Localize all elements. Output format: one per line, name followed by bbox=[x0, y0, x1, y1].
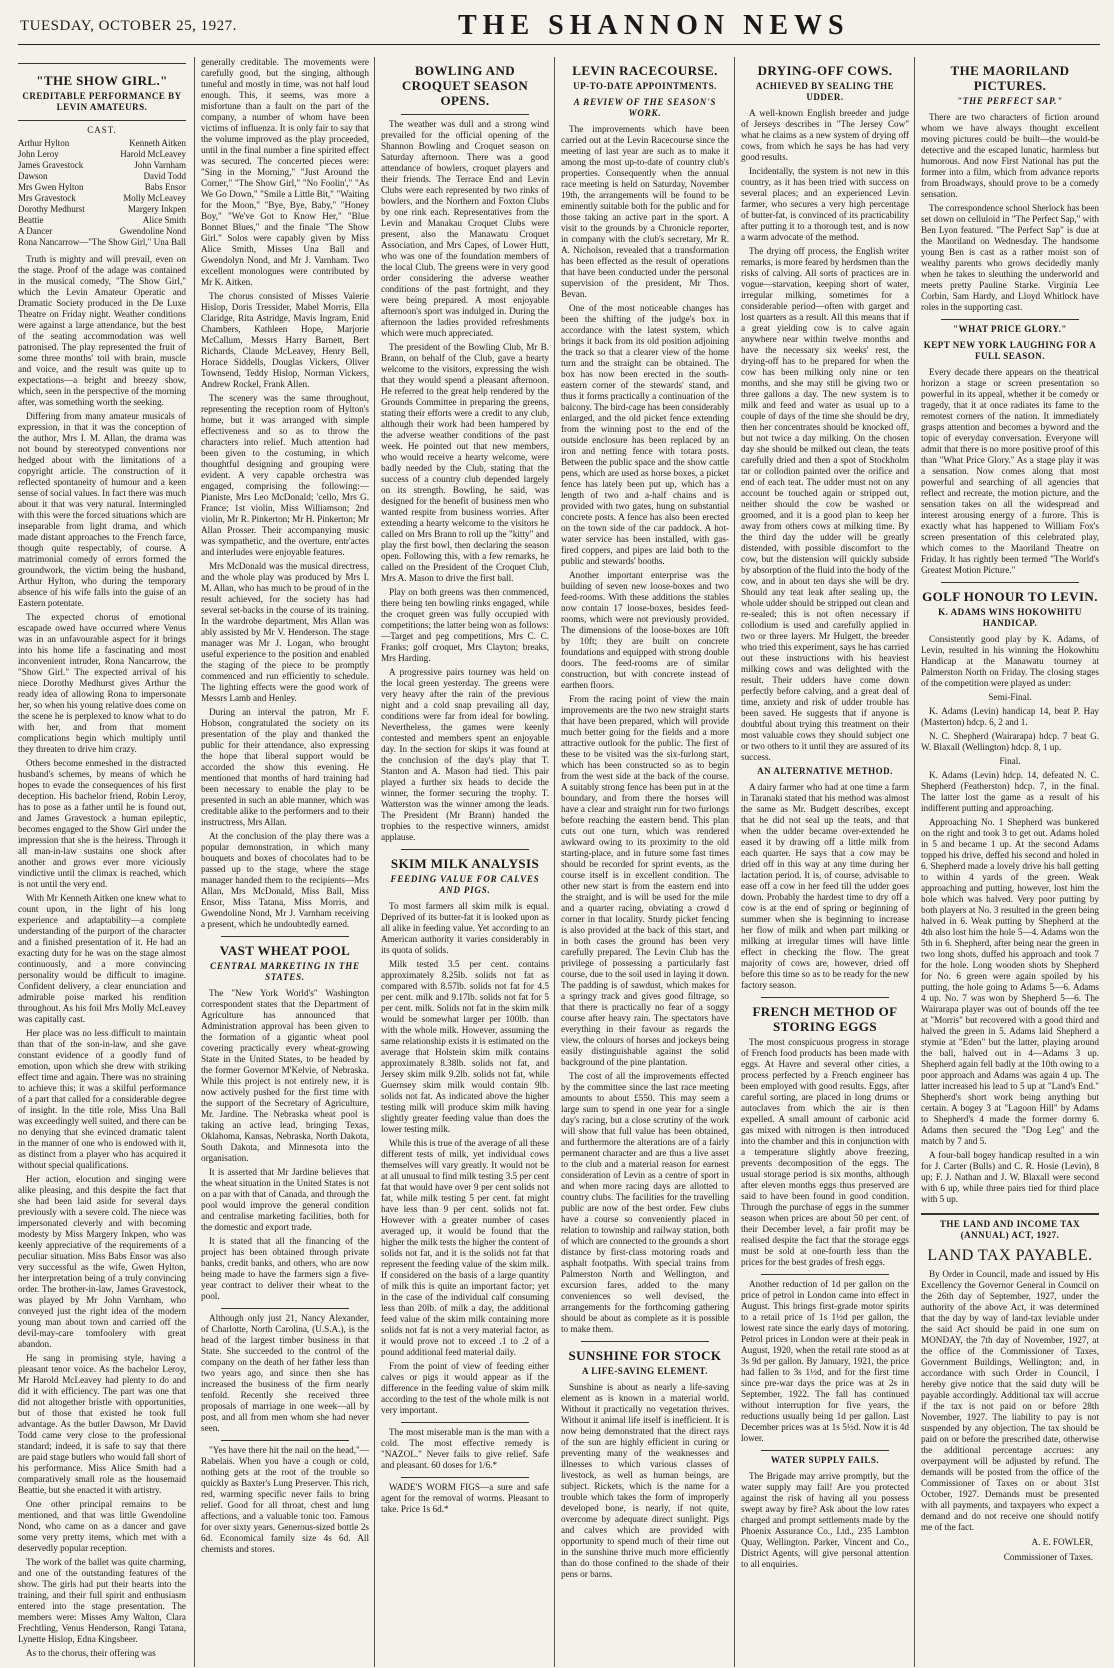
cast-actor: Una Ball bbox=[153, 237, 186, 247]
newspaper-title: THE SHANNON NEWS bbox=[458, 10, 850, 41]
cast-row bbox=[18, 226, 186, 237]
article-paragraph: The improvements which have been carried out at the Levin Racecourse since the meeting of last year are such as to make it among the most up-to-date of country club's properties. Consequently when the annual race meeting is held on Saturday, November 19th, the arrangements will be found to be eminently suitable both for the public and for those taking an active part in the sport. A visit to the grounds by a Chronicle reporter, in company with the club's secretary, Mr R. A. Nicholson, revealed that a transformation has been effected as the result of operations that have been conducted under the personal supervision of the president, Mr Thos. Bevan. bbox=[561, 124, 729, 299]
article-paragraph: The weather was dull and a strong wind prevailed for the official opening of the Shannon Bowling and Croquet season on Saturday afternoon. There was a good attendance of bowlers, croquet players and their friends. The Terrace End and Levin Clubs were each represented by two rinks of bowlers, and the Northern and Foxton Clubs by one rink each. Representatives from the Levin and Manakau Croquet Clubs were present, also the Manawatu Croquet Association, and Mrs Capes, of Lower Hutt, who was one of the foundation members of the local Club. The greens were in very good order considering the adverse weather conditions of the past fortnight, and they were being prepared. A most enjoyable afternoon's sport was indulged in. During the afternoon the ladies provided refreshments which were much appreciated. bbox=[381, 119, 549, 338]
article-paragraph: Milk tested 3.5 per cent. contains approximately 8.25lb. solids not fat as compared with 8.57lb. solids not fat for 4.5 per cent. milk and 9.17lb. solids not fat for 5 per cent. milk. Solids not fat in the skim milk would be somewhat larger per 100lb. than with the whole milk. However, assuming the same relationship exists it is estimated on the average that Holstein skim milk contains approximately 8.38lb. solids not fat, and Jersey skim milk 9.2lb. solids not fat, while Guernsey skim milk would contain 9lb. solids not fat. As indicated above the higher testing milk will produce skim milk having slightly greater feeding value than does the lower testing milk. bbox=[381, 959, 549, 1134]
golf-round-label: Final. bbox=[999, 756, 1021, 766]
cast-actor: John Varnham bbox=[134, 160, 186, 170]
article-paragraph: The most conspicuous progress in storage of French food products has been made with eggs. At Havre and several other cities, a process perfected by a French engineer has been employed with good results. Eggs, after careful sorting, are placed in long drums or autoclaves from which the air is then expelled. A small amount of carbonic acid gas mixed with nitrogen is then introduced into the chamber and this in conjunction with a temperature slightly above freezing, prevents decomposition of the eggs. The usual storage period is six months, although after eleven months eggs thus preserved are said to have been found in good condition. Through the purchase of eggs in the summer season when prices are about 50 per cent. of their December level, a fair profit may be realised despite the fact that the storage eggs must be sold at one-fourth less than the prices for the best grades of fresh eggs. bbox=[741, 1037, 909, 1267]
cast-actor: Kenneth Aitken bbox=[129, 138, 186, 148]
alternative-method-subhead: AN ALTERNATIVE METHOD. bbox=[757, 766, 893, 776]
article-paragraph: The president of the Bowling Club, Mr B. Brann, on behalf of the Club, gave a hearty welcome to the visitors, expressing the wish that they would spend a pleasant afternoon. He referred to the great help rendered by the Grounds Committee in preparing the greens, stating their efforts were a credit to any club, although their work had been hampered by the adverse weather conditions of the past week. He pointed out that new members, who would receive a hearty welcome, were badly needed by the Club, stating that the success of a country club depended largely on its strength. Bowling, he said, was designed for the benefit of business men who wanted respite from business worries. After extending a hearty welcome to the visitors he called on Mrs Brann to roll up the "kitty" and play the first bowl, then declaring the season open. Following this, with a few remarks, he called on the President of the Croquet Club, Mrs A. Mason to drive the first ball. bbox=[381, 342, 549, 583]
divider bbox=[221, 1308, 349, 1309]
article-paragraph: The drying off process, the English writer remarks, is more feared by herdsmen than the risks of calving. All sorts of practices are in vogue—starvation, keeping short of water, irregular milking, sometimes for a considerable period—often with garget and lost quarters as a result. All this means that if a great yielding cow is to calve again anywhere near within twelve months and have the necessary six weeks' rest, the drying-off has to be prepared for when the cow has been milking only nine or ten months, and she may still be giving two or three gallons a day. The new system is to milk and feed and water as usual up to a couple of days of the time she should be dry, then her concentrates should be knocked off, but not twice a day milking. On the chosen day she should be milked out clean, the teats carefully dried and then a spot of Stockholm tar or collodion painted over the orifice and end of each teat. The udder must not on any account be touched again or stripped out, neither should the cow be washed or groomed, and it is a good plan to keep her away from others cows at milking time. By the third day the udder will be greatly distended, with possible discomfort to the cow, but the distension will quickly subside by absorption of the fluid into the body of the cow, and in about ten days she will be dry. Should any teat leak after sealing up, the whole udder should be stripped out clean and re-sealed; this is not often necessary if collodium is used and carefully applied in two or three layers. Mr Hulgett, the breeder who tried this experiment, says he has carried out these instructions with his heaviest milking cows and was delighted with the result. Their udders have come down perfectly before calving, and a great deal of time, anxiety and risk of udder trouble has been saved. He suggests that if anyone is doubtful about trying this treatment on their most valuable cows they should subject one or two others to it until they are assured of its success. bbox=[741, 246, 909, 762]
article-paragraph: Approaching No. 1 Shepherd was bunkered on the right and took 3 to get out. Adams holed in 5 and became 1 up. At the second Adams topped his drive, deffed his second and holed in 6. Shepherd made a lovely drive his ball getting to within 4 yards of the green. Weak approaching and putting, however, lost him the hole which was halved. Very poor putting by both players at No. 3 resulted in the green being halved in 6. Weak putting by Shepherd at the 4th also lost him the hole 5—4. Adams won the 5th in 6. Shepherd, after being near the green in two long shots, duffed his approach and took 7 for the hole. Long wooden shots by Shepherd for No. 6 green were again spoiled by his putting, the hole going to Adams 5—6. Adams 4 up. No. 7 was won by Shepherd 5—6. The Wairarapa player was out of bounds off the tee at "Morris" but recovered with a good third and halved the green in 5. Adams laid Shepherd a stymie at "Eden" but the latter, playing around the ball, halved out in 4—Adams 3 up. Shepherd again fell badly at the 10th owing to a poor approach and Adams was again 4 up. The latter increased his lead to 5 up at "Land's End." Shepherd's short work being anything but certain. A bogey 3 at "Lagoon Hill" by Adams to Shepherd's 4 made the former dormy 6. Adams then secured the "Dog Leg" and the match by 7 and 5. bbox=[921, 817, 1099, 1146]
article-paragraph: The expected chorus of emotional escapade owed have occurred where Venus was in an unfavourable aspect for it brings into his home life a fascinating and most inconvenient intruder, Rona Nancarrow, the "Show Girl." The expected arrival of his niece Dorothy Medhurst gives Arthur the ready idea of allowing Rona to impersonate her, so when his young relative does come on the scene he is perplexed to know what to do with her, and from that moment complications begin which multiply until they threaten to drive him crazy. bbox=[18, 612, 186, 754]
cast-row bbox=[18, 215, 186, 226]
golf-result: K. Adams (Levin) hdcp. 14, defeated N. C. Shepherd (Featherston) hdcp. 7, in the final. The latter lost the game as a result of his indifferent putting and approaching. bbox=[921, 770, 1099, 813]
cast-role: Mrs Gravestock bbox=[18, 193, 76, 203]
cast-actor: Harold McLeavey bbox=[120, 149, 186, 159]
maoriland-subhead: "THE PERFECT SAP." bbox=[957, 96, 1063, 106]
cast-role: Rona Nancarrow—"The Show Girl," bbox=[18, 237, 152, 247]
cast-label: CAST. bbox=[87, 125, 117, 135]
article-paragraph: A well-known English breeder and judge of Jerseys describes in "The Jersey Cow" what he claims as a new system of drying off cows, from which he says he has had very good results. bbox=[741, 108, 909, 162]
divider bbox=[941, 319, 1079, 320]
article-paragraph: The cost of all the improvements effected by the committee since the last race meeting amounts to about £550. This may seem a large sum to spend in one year for a single day's racing, but a close scrutiny of the work will show that full value has been obtained, and furthermore the alterations are of a fairly permanent character and are thus a live asset to the club and a material reason for earnest consideration of Levin as a centre of sport in and when more racing days are allotted to country clubs. The facilities for the travelling public are now of the best order. Few clubs have a course so conveniently placed in relation to township and railway station, both of which are connected to the grounds a short distance by first-class motoring roads and asphalt footpaths. With special trains from Palmerston North and Wellington, and excursion fares, added to the many conveniences so well devised, the arrangements for the forthcoming gathering should be about as complete as it is possible to make them. bbox=[561, 1071, 729, 1334]
divider bbox=[221, 1440, 349, 1441]
cast-row bbox=[18, 237, 186, 248]
column-2 bbox=[194, 57, 375, 1667]
article-paragraph: Another reduction of 1d per gallon on the price of petrol in London came into effect in August. This brings first-grade motor spirits to a retail price of 1s 1½d per gallon, the lowest rate since the early days of motoring. Petrol prices in London were at their peak in August, 1920, when the retail rate stood as at 3s 9d per gallon. By January, 1921, the price had fallen to 3s 1½d, and for the first time since pre-war days the price was at 2s in September, 1922. The fall has continued without interruption for five years, the reductions usually being 1d per gallon. Last December prices was at 1s 5½d. Now it is 4d lower. bbox=[741, 1279, 909, 1443]
article-paragraph: Truth is mighty and will prevail, even on the stage. Proof of the adage was contained in the musical comedy, "The Show Girl," which the Levin Amateur Operatic and Dramatic Society produced in the De Luxe Theatre on Friday night. Weather conditions were against a large attendance, but the best of the seating accommodation was well patronised. The play represented the fruit of some three months' toil with brain, muscle and voice, and the result was quite up to expectations—a bright and breezy show, which, seen in the perspective of the morning after, was something worth the seeking. bbox=[18, 254, 186, 407]
divider bbox=[761, 997, 889, 998]
issue-date: TUESDAY, OCTOBER 25, 1927. bbox=[20, 18, 237, 34]
cast-row bbox=[18, 171, 186, 182]
cast-role: Arthur Hylton bbox=[18, 138, 70, 148]
column-6 bbox=[914, 57, 1105, 1667]
article-paragraph: One other principal remains to be mentioned, and that was little Gwendoline Nond, who came on as a dancer and gave some very pretty items, which met with a deservedly popular reception. bbox=[18, 1499, 186, 1553]
land-tax-title: LAND TAX PAYABLE. bbox=[927, 1247, 1093, 1264]
columns bbox=[18, 57, 1100, 1667]
divider bbox=[921, 1213, 1099, 1215]
article-paragraph: Mrs McDonald was the musical directress, and the whole play was produced by Mrs I. M. Allan, who has much to be proud of in the result achieved, for the society has had several set-backs in the course of its training. In the wardrobe department, Mrs Allan was ably assisted by Mr V. Henderson. The stage manager was Mr J. Logan, who brought useful experience to the position and enabled the staging of the piece to be promptly commenced and run efficiently to schedule. The lighting effects were the good work of Messrs Lamb and Henley. bbox=[201, 561, 369, 703]
divider bbox=[221, 936, 349, 937]
cast-row bbox=[18, 138, 186, 149]
article-paragraph: A dairy farmer who had at one time a farm in Taranaki stated that his method was almost the same as Mr. Budgett describes, except that he did not seal up the teats, and that when the udder became over-extended he eased it by drawing off a little milk from each quarter. He says that a cow may be dried off in this way at any time during her lactation period. It is, of course, advisable to ease off a cow in her feed till the udder goes down. Probably the hardest time to dry off a cow is at the end of spring or beginning of summer when she is beginning to increase her flow of milk and when part milking or milking at irregular times will have little effect in checking the flow. The great majority of cows are, however, dried off before this time so as to be ready for the new factory season. bbox=[741, 782, 909, 990]
article-paragraph: Every decade there appears on the theatrical horizon a stage or screen presentation so powerful in its appeal, whether it be comedy or tragedy, that it at once radiates its fame to the remotest corners of the nation. It immediately grasps attention and becomes a byword and the topic of everyday conversation. Everyone will admit that there is no more positive proof of this than "What Price Glory." As a stage play it was a sensation. Now comes along that most powerful and searching of all agencies that reflect and recreate, the motion picture, and the sensation takes on all the widespread and interest arousing energy of a furore. This is exactly what has happened to William Fox's screen presentation of this celebrated play, which comes to the Maoriland Theatre on Friday. It has rightly been termed "The World's Greatest Motion Picture." bbox=[921, 367, 1099, 575]
french-eggs-headline: FRENCH METHOD OF STORING EGGS bbox=[752, 1004, 898, 1034]
article-paragraph: The chorus consisted of Misses Valerie Hislop, Doris Tressider, Mabel Morris, Ella Claridge, Rita Astridge, Mavis Ingram, Enid Chambers, Kathleen Hope, Marjorie McCallum, Messrs Harry Barnett, Bert Richards, Claude McLeavey, Henry Bell, Horace Siddells, Douglas Vickers, Oliver Townsend, Teddy Hislop, Norman Vickers, Andrew Rockel, Frank Allen. bbox=[201, 291, 369, 389]
golf-result: K. Adams (Levin) handicap 14, beat P. Hay (Masterton) hdcp. 6, 2 and 1. bbox=[921, 706, 1099, 727]
maoriland-headline: THE MAORILAND PICTURES. bbox=[950, 63, 1070, 93]
advertisement: "Yes have there hit the nail on the head,"—Rabelais. When you have a cough or cold, nothing gets at the root of the trouble so quickly as Baxter's Lung Preserver. This rich, red, warming specific never fails to bring relief. Good for all throat, chest and lung affections, and a valuable tonic too. Famous for over sixty years. Generous-sized bottle 2s 6d. Economical family size 4s 6d. All chemists and stores. bbox=[201, 1445, 369, 1554]
water-supply-headline: WATER SUPPLY FAILS. bbox=[770, 1455, 880, 1465]
article-paragraph: A progressive pairs tourney was held on the local green yesterday. The greens were very heavy after the rain of the previous night and a cold snap prevailing all day, conditions were far from ideal for bowling. Nevertheless, the games were keenly contested and members spent an enjoyable day. In the section for skips it was found at the conclusion of the day's play that T. Stanton and A. Mason had tied. This pair played a further six heads to decide the winner, the former securing the trophy. T. Watterston was the winner among the leads. The President (Mr Brann) handed the trophies to the respective winners, amidst applause. bbox=[381, 667, 549, 842]
column-4 bbox=[554, 57, 735, 1667]
cast-actor: Babs Ensor bbox=[144, 182, 186, 192]
cast-actor: Alice Smith bbox=[142, 215, 186, 225]
article-paragraph: The "New York World's" Washington correspondent states that the Department of Agriculture has announced that Administration approval has been given to the formation of a gigantic wheat pool covering practically every wheat-growing State in the United States, to be headed by the former Governor M'Kelvie, of Nebraska. While this project is not entirely new, it is now actively pushed for the first time with the support of the Secretary of Agriculture, Mr. Jardine. The Nebraska wheat pool is taking an active lead, bringing Texas, Oklahoma, Kansas, Nebraska, North Dakota, South Dakota, and Minnesota into the organisation. bbox=[201, 988, 369, 1163]
article-paragraph: It is asserted that Mr Jardine believes that the wheat situation in the United States is not on a par with that of Canada, and through the pool would improve the general condition and centralise marketing facilities, both for the domestic and export trade. bbox=[201, 1167, 369, 1232]
golf-round-label: Semi-Final. bbox=[988, 692, 1032, 702]
cast-row bbox=[18, 149, 186, 160]
article-paragraph: Another important enterprise was the building of seven new loose-boxes and two feed-rooms. With these additions the stables now contain 17 loose-boxes, besides feed-rooms, which were not previously provided. The dimensions of the loose-boxes are 10ft by 10ft; they are built on concrete foundations and equipped with strong double doors. The feed-rooms are of similar construction, but with concrete instead of earthen floors. bbox=[561, 570, 729, 690]
article-paragraph: There are two characters of fiction around whom we have always thought excellent moving pictures could be built—the would-be detective and the escaped lunatic, harmless but humorous. And now First National has put the former into a film, which from advance reports from Broadways, should prove to be a comedy sensation. bbox=[921, 112, 1099, 199]
tax-act-headline: THE LAND AND INCOME TAX (ANNUAL) ACT, 1927. bbox=[939, 1219, 1081, 1240]
article-paragraph: During an interval the patron, Mr F. Hobson, congratulated the society on its presentation of the play and thanked the public for their attendance, also expressing the hope that liberal support would be accorded the show this evening. He mentioned that months of hard training had been necessary to enable the play to be presented in such an able manner, which was creditable alike to the performers and to their instructress, Mrs Allan. bbox=[201, 707, 369, 827]
racecourse-subhead-2: A REVIEW OF THE SEASON'S WORK. bbox=[573, 97, 717, 118]
cast-role: Mrs Gwen Hylton bbox=[18, 182, 84, 192]
cast-role: A Dancer bbox=[18, 226, 53, 236]
article-paragraph: A four-ball bogey handicap resulted in a win for J. Carter (Bulls) and C. R. Hosie (Levin), 8 up; F. J. Nathan and J. W. Blaxall were second with 6 up, while three pairs tied for third place with 5 up. bbox=[921, 1150, 1099, 1204]
article-paragraph: It is stated that all the financing of the project has been obtained through private banks, credit banks, and others, who are now being made to have the farmers sign a five-year contract to deliver their wheat to the pool. bbox=[201, 1236, 369, 1301]
cast-row bbox=[18, 193, 186, 204]
advertisement: The Brigade may arrive promptly, but the water supply may fail! Are you protected against the risk of having all you possess swept away by fire? Ask about the low rates charged and prompt settlements made by the Phoenix Assurance Co., Ltd., 235 Lambton Quay, Wellington. Parker, Vincent and Co., District Agents, will give personal attention to all enquiries. bbox=[741, 1471, 909, 1569]
article-paragraph: Her action, elocution and singing were alike pleasing, and this despite the fact that she had been laid aside for several days previously with a severe cold. The niece was impersonated cleverly and with becoming modesty by Miss Margery Inkpen, who was keenly appreciative of the requirements of a peculiar situation. Miss Babs Ensor was also very successful as the wife, Gwen Hylton, her interpretation being of a truly convincing order. The brother-in-law, James Gravestock, was played by Mr John Varnham, who conveyed just the right idea of the modern young man about town and carried off the devil-may-care tomfoolery with great abandon. bbox=[18, 1174, 186, 1349]
article-paragraph: Others become enmeshed in the distracted husband's schemes, by means of which he hopes to evade the consequences of his first deception. His bachelor friend, Robin Leroy, has to pose as a father until he is found out, and James Gravestock a human epileptic, becomes engaged to the Show Girl under the impression that she is the heiress. Through it all man-in-law sustains one shock after another and grows ever more viciously vindictive until the climax is reached, which is not until the very end. bbox=[18, 758, 186, 889]
article-paragraph: Sunshine is about as nearly a life-saving element as is known in a material world. Without it practically no vegetation thrives. Without it animal life itself is inefficient. It is now being demonstrated that the direct rays of the sun are highly efficient in curing or preventing many of the weaknesses and illnesses to which various classes of livestock, as well as human beings, are subject. Rickets, which is the name for a trouble which takes the form of improperly developed bone, is nearly, if not quite, overcome by adequate direct sunlight. Pigs and calves which are provided with opportunity to spend much of their time out in the sunshine thrive much more efficiently than do those confined to the shade of their pens or barns. bbox=[561, 1382, 729, 1579]
divider bbox=[581, 1341, 709, 1342]
show-girl-subhead: CREDITABLE PERFORMANCE BY LEVIN AMATEURS. bbox=[22, 91, 182, 112]
divider bbox=[401, 849, 529, 850]
racecourse-headline: LEVIN RACECOURSE. bbox=[572, 63, 718, 78]
article-paragraph: Her place was no less difficult to maintain than that of the son-in-law, and she gave constant evidence of a goodly fund of emotion, upon which she drew with striking effect time and again. There was no straining to achieve this; it was a skilful performance of a part that called for a considerable degree of insight. In the title role, Miss Una Ball was exceedingly well suited, and there can be no denying that she evinced dramatic talent in the manner of one who is endowed with it, as distinct from a player who has acquired it without special qualifications. bbox=[18, 1028, 186, 1170]
article-paragraph: From the racing point of view the main improvements are the two new straight starts that have been prepared, which will provide much better going for the fields and a more attractive outlook for the public. The first of these to be visited was the six-furlong start, which has been constructed so as to begin from the west side at the back of the course. A suitably strong fence has been put in at the boundary, and from there the horses will have a clear and straight run for two furlongs before reaching the eastern bend. This plan cuts out one turn, which was rendered awkward owing to its proximity to the old starting-place, and in future some fast times should be recorded for sprint events, as the course itself is in excellent condition. The other new start is from the eastern end into the straight, and is will be used for the mile and a quarter racing, obviating a crowd d corner in that locality. Sturdy picket fencing is also provided at the back of this start, and in both cases the ground has been very carefully prepared. The Levin Club has the privilege of possessing a particularly fast course, due to the soil used in laying it down. The padding is of sawdust, which makes for a springy track and gives good filtrage, so that there is practically no fear of a soggy course after heavy rain. The spectators have everything in their favour as regards the view, the colours of horses and jockeys being easily distinguishable against the solid background of the pine plantation. bbox=[561, 694, 729, 1067]
article-paragraph: Consistently good play by K. Adams, of Levin, resulted in his winning the Hokowhitu Handicap at the Manawatu tourney at Palmerston North on Friday. The closing stages of the competition were played as under: bbox=[921, 634, 1099, 688]
divider bbox=[761, 1274, 889, 1275]
article-paragraph: Play on both greens was then commenced, there being ten bowling rinks engaged, while the croquet green was fully occupied with competitions; the latter being won as follows:—Target and peg competitions, Mrs C. C. Franks; golf croquet, Mrs Clayton; breaks, Mrs Harding. bbox=[381, 587, 549, 663]
article-paragraph: Incidentally, the system is not new in this country, as it has been tried with success on several places; and an experienced Levin farmer, who secures a very high percentage of butter-fat, is convinced of its practicability after putting it to a thorough test, and is now a warm advocate of the method. bbox=[741, 166, 909, 242]
sunshine-subhead: A LIFE-SAVING ELEMENT. bbox=[582, 1366, 708, 1376]
skim-milk-headline: SKIM MILK ANALYSIS bbox=[390, 856, 540, 871]
cast-row bbox=[18, 182, 186, 193]
advertisement: WADE'S WORM FIGS—a sure and safe agent for the removal of worms. Pleasant to take. Price 1s 6d.* bbox=[381, 1482, 549, 1514]
cast-actor: David Todd bbox=[143, 171, 186, 181]
golf-result: N. C. Shepherd (Wairarapa) hdcp. 7 beat G. W. Blaxall (Wellington) hdcp. 8, 1 up. bbox=[921, 731, 1099, 752]
tax-signature: A. E. FOWLER, bbox=[1031, 1537, 1093, 1547]
divider bbox=[401, 1477, 529, 1478]
article-paragraph: Although only just 21, Nancy Alexander, of Charlotte, North Carolina, (U.S.A.), is the head of the largest timber business in that State. She succeeded to the control of the company on the death of her father less than two years ago, and since then she has increased the business of the firm nearly tenfold. Recently she received three proposals of marriage in one week—all by post, and all from men whom she had never seen. bbox=[201, 1313, 369, 1433]
advertisement: The most miserable man is the man with a cold. The most effective remedy is "NAZOL." Never fails to give relief. Safe and pleasant. 60 doses for 1/6.* bbox=[381, 1427, 549, 1470]
glory-headline: "WHAT PRICE GLORY." bbox=[953, 324, 1067, 334]
cast-row bbox=[18, 204, 186, 215]
article-paragraph: The scenery was the same throughout, representing the reception room of Hylton's home, but it was arranged with simple effectiveness and so as to throw the characters into relief. Much attention had been given to the costuming, in which thoughtful designing and grouping were evident. A very capable orchestra was engaged, comprising the following:—Pianiste, Mrs Leo McDonald; 'cello, Mrs G. France; 1st violin, Miss Williamson; 2nd violin, Mr R. Pinkerton; Mr H. Pinkerton; Mr Allan Prosser. Their accompanying music was sympathetic, and the overture, entr'actes and interludes were enjoyable features. bbox=[201, 393, 369, 557]
show-girl-headline-box bbox=[18, 63, 186, 121]
article-paragraph: To most farmers all skim milk is equal. Deprived of its butter-fat it is looked upon as all alike in feeding value. Yet according to an American authority it varies considerably in its quota of solids. bbox=[381, 901, 549, 955]
article-paragraph: The work of the ballet was quite charming, and one of the outstanding features of the show. The girls had put their hearts into the training, and their full spirit and enthusiasm entered into the stage presentation. The members were: Misses Amy Walton, Clara Frechtling, Venus Henderson, Rangi Tatana, Lynette Hislop, Edna Kingsbeer. bbox=[18, 1557, 186, 1644]
article-paragraph: One of the most noticeable changes has been the shifting of the judge's box in accordance with the latest system, which brings it back from its old position adjoining the track so that a clearer view of the home turn and the straight can be obtained. The box has now been erected in the south-eastern corner of the stewards' stand, and thus it forms practically a continuation of the balcony. The bird-cage has been considerably enlarged, and the old picket fence extending from the winning post to the end of the outside enclosure has been replaced by an iron and netting fence with totara posts. Between the public space and the show cattle pens, which are used as horse boxes, a picket fence has lately been put up, which has a length of two and a-half chains and is provided with two gates, hung on substantial concrete posts. A fence has also been erected on the town side of the car paddock. A hot-water service has been installed, with gas-fired coppers, and pipes are laid both to the public and stewards' booths. bbox=[561, 303, 729, 566]
wheat-pool-headline: VAST WHEAT POOL bbox=[219, 943, 351, 958]
column-3 bbox=[374, 57, 555, 1667]
skim-milk-subhead: FEEDING VALUE FOR CALVES AND PIGS. bbox=[390, 874, 540, 895]
article-paragraph: From the point of view of feeding either calves or pigs it would appear as if the difference in the feeding value of skim milk according to the test of the whole milk is not very important. bbox=[381, 1361, 549, 1415]
column-1 bbox=[18, 57, 192, 1667]
masthead bbox=[18, 10, 1100, 45]
article-paragraph: The correspondence school Sherlock has been set down on celluloid in "The Perfect Sap," with Ben Lyon featured. "The Perfect Sap" is due at the Maoriland on Wednesday. The handsome young Ben is cast as a rather moist son of wealthy parents who grows decidedly manly when he takes to sleuthing the underworld and meets pretty Pauline Starke. Virginia Lee Corbin, Sam Hardy, and Lloyd Whitlock have roles in the supporting cast. bbox=[921, 203, 1099, 312]
golf-subhead: K. ADAMS WINS HOKOWHITU HANDICAP. bbox=[938, 607, 1082, 628]
tax-signature-title: Commissioner of Taxes. bbox=[1003, 1552, 1093, 1562]
cast-role: James Gravestock bbox=[18, 160, 84, 170]
divider bbox=[941, 582, 1079, 583]
article-paragraph: As to the chorus, their offering was bbox=[26, 1648, 156, 1658]
sunshine-headline: SUNSHINE FOR STOCK bbox=[568, 1348, 722, 1363]
divider bbox=[761, 1450, 889, 1451]
cast-row bbox=[18, 160, 186, 171]
cast-role: Dawson bbox=[18, 171, 48, 181]
drying-off-headline: DRYING-OFF COWS. bbox=[757, 63, 893, 78]
cast-list bbox=[18, 125, 186, 248]
divider bbox=[401, 114, 529, 115]
bowling-headline: BOWLING AND CROQUET SEASON OPENS. bbox=[401, 63, 529, 108]
cast-role: Dorothy Medhurst bbox=[18, 204, 85, 214]
article-paragraph: He sang in promising style, having a pleasant tenor voice. As the bachelor Leroy, Mr Harold McLeavey had plenty to do and did it with efficiency. The part was one that did not altogether bristle with opportunities, but of those that existed he took full advantage. As the butler Dawson, Mr David Todd came very close to the professional standard; indeed, it is safe to say that there are paid stage butlers who would fall short of his performance. Miss Alice Smith had a comparatively small role as the housemaid Beattie, but she enacted it with artistry. bbox=[18, 1353, 186, 1495]
article-paragraph: With Mr Kenneth Aitken one knew what to count upon, in the light of his long experience and adaptability—a complete understanding of the purport of the character and a finished presentation of it. He had an exacting duty for he was on the stage almost continuously, and a more convincing personality would be difficult to imagine. Confident delivery, a clear enunciation and admirable poise marked his rendition throughout. As his foil Mrs Molly McLeavey was capitally cast. bbox=[18, 893, 186, 1024]
glory-subhead: KEPT NEW YORK LAUGHING FOR A FULL SEASON. bbox=[923, 340, 1097, 361]
cast-actor: Gwendoline Nond bbox=[119, 226, 186, 236]
article-paragraph: generally creditable. The movements were carefully good, but the singing, although tuneful and mostly in time, was not half loud enough. This, it seems, was more a misfortune than a fault on the part of the company, a number of whom have been victims of influenza. It is only fair to say that the volume improved as the play proceeded, until in the final number a fine spirited effect was secured. The concerted pieces were: "Sing in the Morning," "Just Around the Corner," "The Show Girl," "No Foolin'," "As We Go Down," "Smile a Little Bit," "Waiting for the Moon," "Bye, Bye, Baby," "Honey Boy," "We've Got to Know Her," "Blue Bonnet Blues," and the finale "The Show Girl." Solos were capably given by Miss Alice Smith, Misses Una Ball and Gwendolyn Nond, and Mr J. Varnham. Two excellent monologues were contributed by Mr K. Aitken. bbox=[201, 57, 369, 287]
column-5 bbox=[734, 57, 915, 1667]
golf-headline: GOLF HONOUR TO LEVIN. bbox=[922, 589, 1098, 604]
article-paragraph: At the conclusion of the play there was a popular demonstration, in which many bouquets and boxes of chocolates had to be passed up to the stage, where the stage manager handed them to the recipients—Mrs Allan, Mrs McDonald, Miss Ball, Miss Ensor, Miss Tatana, Miss Morris, and Gwendoline Nond, Mr J. Varnham receiving a present, which he undoubtedly earned. bbox=[201, 831, 369, 929]
cast-role: John Leroy bbox=[18, 149, 59, 159]
tax-notice: By Order in Council, made and issued by His Excellency the Governor General in Council on the 26th day of September, 1927, under the authority of the above Act, it was determined that the day by way of land-tax leviable under the said Act should be paid in one sum on MONDAY, the 7th day of November, 1927, at the office of the Commissioner of Taxes, Government Buildings, Wellington; and, in accordance with such Order in Council, I hereby give notice that the said duty will be payable accordingly. Additional tax will accrue if the tax is not paid on or before 28th November, 1927. The liability to pay is not suspended by any objection. The tax should be paid on or before the prescribed date, otherwise the additional percentage accrues: any overpayment will be adjusted by refund. The demands will be posted from the office of the Commissioner of Taxes on or about 31st October, 1927. Demands must be presented with all payments, and taxpayers who expect a demand and do not receive one should notify me of the fact. bbox=[921, 1269, 1099, 1532]
racecourse-subhead: UP-TO-DATE APPOINTMENTS. bbox=[573, 81, 717, 91]
drying-off-subhead: ACHIEVED BY SEALING THE UDDER. bbox=[755, 81, 895, 102]
cast-actor: Molly McLeavey bbox=[123, 193, 186, 203]
show-girl-headline: "THE SHOW GIRL." bbox=[36, 73, 168, 88]
wheat-pool-subhead: CENTRAL MARKETING IN THE STATES. bbox=[210, 961, 360, 982]
article-paragraph: Differing from many amateur musicals of expression, in that it was the conception of the author, Mrs I. M. Allan, the drama was not bound by stereotyped conventions nor hedged about with the limitations of a copyright article. The construction of it reflected spontaneity of humour and a keen sense of social values. In fact there was much about it that was very natural. Intermingled with this were the forced situations which are inseparable from light drama, and which made distant approaches to the French farce, though quite respectably, of course. A matrimonial comedy of errors formed the groundwork, the victim being the husband, Arthur Hylton, who during the temporary absence of his wife falls into the guise of an Eastern potentate. bbox=[18, 411, 186, 608]
cast-actor: Margery Inkpen bbox=[127, 204, 186, 214]
divider bbox=[401, 1422, 529, 1423]
article-paragraph: While this is true of the average of all these different tests of milk, yet individual cows themselves will vary greatly. It would not be at all unusual to find milk testing 3.5 per cent fat that would have over 9 per cent solids not fat, while milk testing 5 per cent. fat might have less than 9 per cent. solids not fat. However with a greater number of cases averaged up, it would be found that the higher the milk tests the higher the content of solids not fat, and it is the solids not fat that represent the feeding value of the skim milk. If considered on the basis of a large quantity of milk this is quite an important factor; yet in the case of the individual calf consuming less than 20lb. of milk a day, the additional feed value of the skim milk containing more solids not fat is not a very material factor, as it would prove not to exceed .1 to .2 of a pound additional feed material daily. bbox=[381, 1138, 549, 1357]
cast-role: Beattie bbox=[18, 215, 44, 225]
